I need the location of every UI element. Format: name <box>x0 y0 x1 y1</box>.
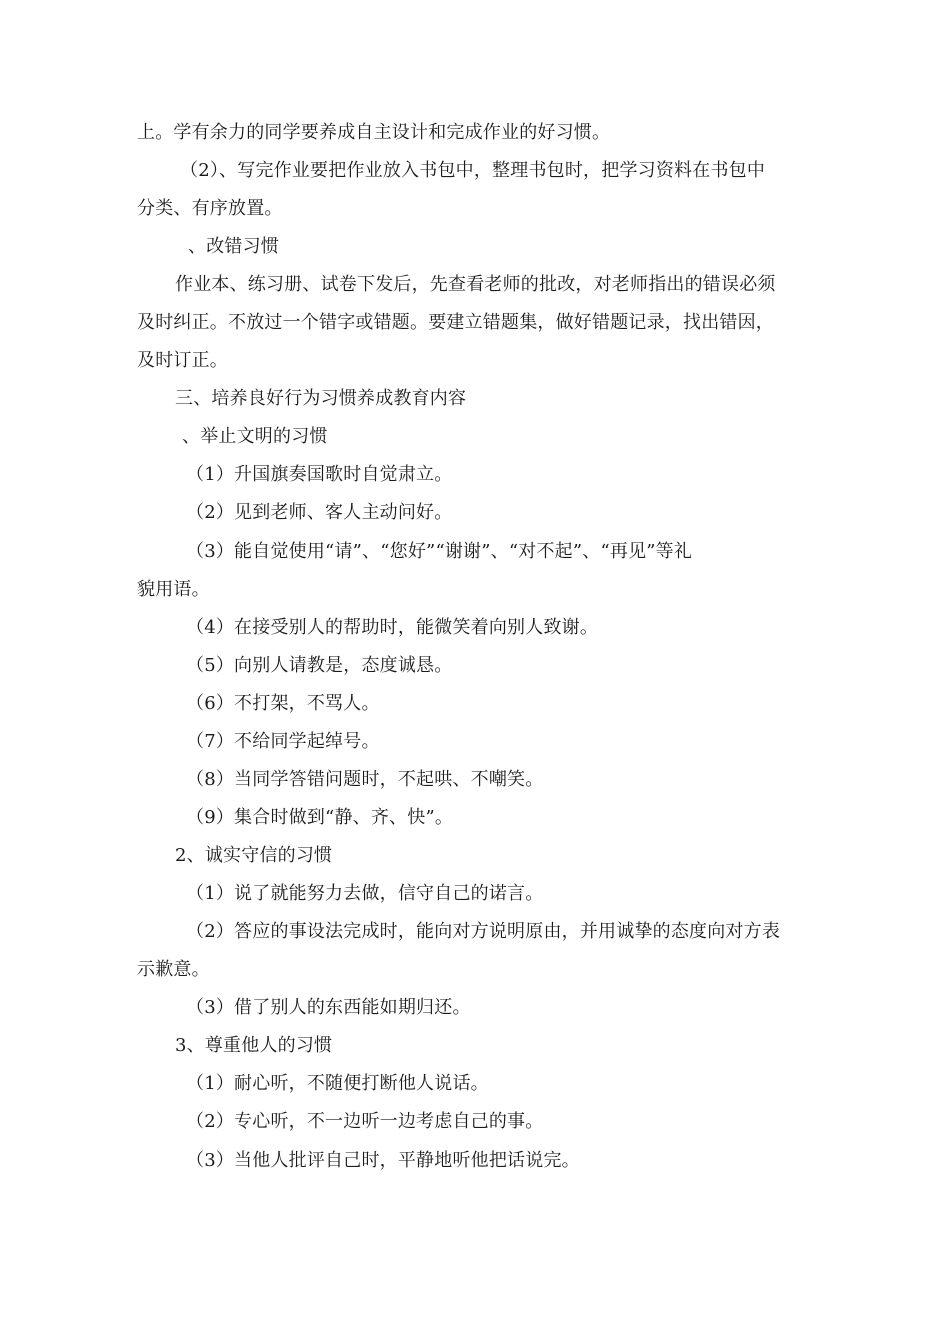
text-line: 及时纠正。不放过一个错字或错题。要建立错题集，做好错题记录，找出错因， <box>137 312 774 333</box>
list-item: （3）能自觉使用“请”、“您好”“谢谢”、“对不起”、“再见”等礼 <box>186 541 693 562</box>
list-item: （3）当他人批评自己时，平静地听他把话说完。 <box>186 1150 580 1171</box>
list-item: （8）当同学答错问题时，不起哄、不嘲笑。 <box>186 769 544 790</box>
section-heading: 、改错习惯 <box>188 236 279 257</box>
subsection-heading: 2、诚实守信的习惯 <box>175 845 333 866</box>
list-item: （4）在接受别人的帮助时，能微笑着向别人致谢。 <box>186 617 599 638</box>
list-item: （1）升国旗奏国歌时自觉肃立。 <box>186 464 453 485</box>
list-item: （2）见到老师、客人主动问好。 <box>186 502 453 523</box>
text-line: 及时订正。 <box>137 350 228 371</box>
list-item: （1）说了就能努力去做，信守自己的诺言。 <box>186 883 544 904</box>
text-line: （2）、写完作业要把作业放入书包中，整理书包时，把学习资料在书包中 <box>180 160 766 181</box>
section-heading: 三、培养良好行为习惯养成教育内容 <box>175 388 467 409</box>
text-line: 貌用语。 <box>137 579 210 600</box>
text-line: 分类、有序放置。 <box>137 198 283 219</box>
list-item: （6）不打架，不骂人。 <box>186 693 380 714</box>
list-item: （2）专心听，不一边听一边考虑自己的事。 <box>186 1111 544 1132</box>
text-line: 作业本、练习册、试卷下发后，先查看老师的批改，对老师指出的错误必须 <box>175 274 776 295</box>
list-item: （3）借了别人的东西能如期归还。 <box>186 997 471 1018</box>
list-item: （9）集合时做到“静、齐、快”。 <box>186 807 454 828</box>
list-item: （5）向别人请教是，态度诚恳。 <box>186 655 453 676</box>
text-line: 示歉意。 <box>137 959 210 980</box>
list-item: （1）耐心听，不随便打断他人说话。 <box>186 1073 489 1094</box>
text-line: 上。学有余力的同学要养成自主设计和完成作业的好习惯。 <box>137 122 611 143</box>
subsection-heading: 、举止文明的习惯 <box>182 426 328 447</box>
subsection-heading: 3、尊重他人的习惯 <box>175 1035 333 1056</box>
list-item: （2）答应的事设法完成时，能向对方说明原由，并用诚挚的态度向对方表 <box>186 921 781 942</box>
list-item: （7）不给同学起绰号。 <box>186 731 380 752</box>
